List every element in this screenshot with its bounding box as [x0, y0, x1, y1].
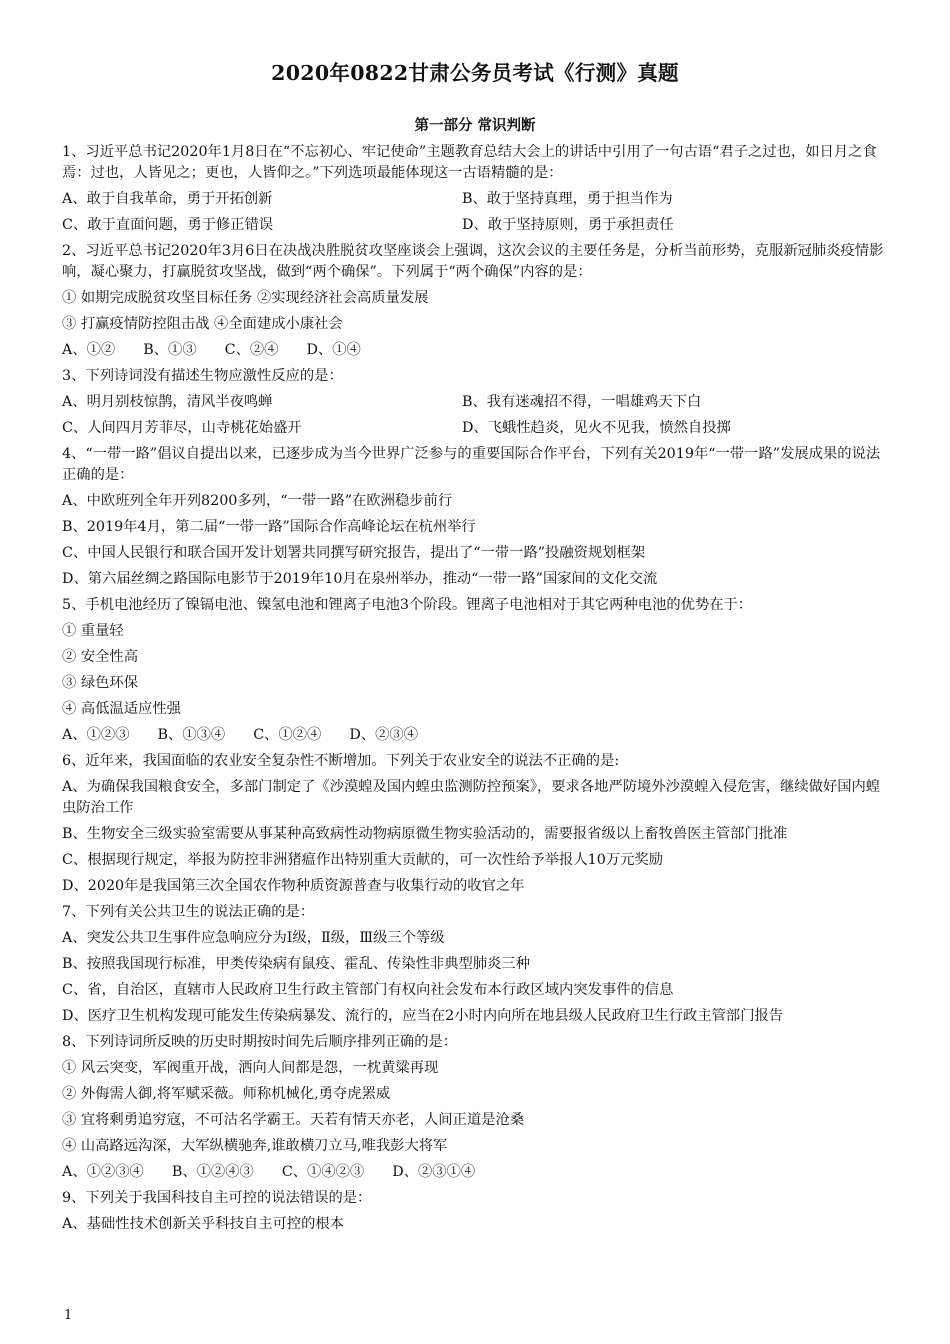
option-d: D、第六届丝绸之路国际电影节于2019年10月在泉州举办，推动“一带一路”国家间的文化交流	[62, 571, 658, 587]
option-b: B、①③	[143, 342, 197, 358]
option-b: B、①③④	[157, 727, 226, 743]
question-stem: 9、下列关于我国科技自主可控的说法错误的是：	[62, 1190, 372, 1206]
option-row	[62, 340, 884, 361]
option-d: D、飞蛾性趋炎，见火不见我，愤然自投掷	[462, 420, 731, 436]
option-a: A、突发公共卫生事件应急响应分为Ⅰ级，Ⅱ级，Ⅲ级三个等级	[62, 930, 445, 946]
option-a: A、①②③④	[62, 1164, 144, 1180]
option-c: C、①④②③	[281, 1164, 365, 1180]
question-stem: 5、手机电池经历了镍镉电池、镍氢电池和锂离子电池3个阶段。锂离子电池相对于其它两种电池的优势在于：	[62, 597, 753, 613]
option-c: C、中国人民银行和联合国开发计划署共同撰写研究报告，提出了“一带一路”投融资规划框架	[62, 545, 646, 561]
option-row	[62, 725, 884, 746]
option-d: D、②③①④	[392, 1164, 476, 1180]
statement-line: ① 风云突变，军阀重开战，洒向人间都是怨，一枕黄粱再现	[62, 1060, 439, 1076]
option-row	[62, 1162, 884, 1183]
statement-line: ③ 绿色环保	[62, 675, 139, 691]
option-row	[62, 392, 884, 413]
question-stem: 8、下列诗词所反映的历史时期按时间先后顺序排列正确的是：	[62, 1034, 458, 1050]
option-a: A、①②	[62, 342, 116, 358]
option-row	[62, 418, 884, 439]
option-a: A、基础性技术创新关乎科技自主可控的根本	[62, 1216, 344, 1232]
option-a: A、①②③	[62, 727, 130, 743]
option-c: C、①②④	[253, 727, 322, 743]
question-stem: 3、下列诗词没有描述生物应激性反应的是：	[62, 368, 343, 384]
statement-line: ③ 宜将剩勇追穷寇，不可沽名学霸王。天若有情天亦老，人间正道是沧桑	[62, 1112, 525, 1128]
option-c: C、省，自治区，直辖市人民政府卫生行政主管部门有权向社会发布本行政区域内突发事件的信息	[62, 982, 674, 998]
option-d: D、①④	[306, 342, 361, 358]
page-number: 1	[64, 1308, 73, 1323]
option-d: D、2020年是我国第三次全国农作物种质资源普查与收集行动的收官之年	[62, 878, 525, 894]
question-stem: 2、习近平总书记2020年3月6日在决战决胜脱贫攻坚座谈会上强调，这次会议的主要任务是，分析当前形势，克服新冠肺炎疫情影响，凝心聚力，打赢脱贫攻坚战，做到“两个确保”。下列属于“两个确保”内容的是：	[62, 243, 884, 280]
question-stem: 4、“一带一路”倡议自提出以来，已逐步成为当今世界广泛参与的重要国际合作平台，下列有关2019年“一带一路”发展成果的说法正确的是：	[62, 446, 881, 483]
question-stem: 7、下列有关公共卫生的说法正确的是：	[62, 904, 315, 920]
option-b: B、我有迷魂招不得，一唱雄鸡天下白	[462, 394, 702, 410]
option-a: A、中欧班列全年开列8200多列，“一带一路”在欧洲稳步前行	[62, 493, 453, 509]
section-heading: 第一部分 常识判断	[414, 117, 536, 134]
option-b: B、生物安全三级实验室需要从事某种高致病性动物病原微生物实验活动的，需要报省级以上畜牧兽医主管部门批准	[62, 826, 788, 842]
statement-line: ② 外侮需人御,将军赋采薇。师称机械化,勇夺虎罴威	[62, 1086, 391, 1102]
question-stem: 6、近年来，我国面临的农业安全复杂性不断增加。下列关于农业安全的说法不正确的是:	[62, 753, 620, 769]
option-c: C、根据现行规定，举报为防控非洲猪瘟作出特别重大贡献的，可一次性给予举报人10万元奖励	[62, 852, 664, 868]
question-stem: 1、习近平总书记2020年1月8日在“不忘初心、牢记使命”主题教育总结大会上的讲话中引用了一句古语“君子之过也，如日月之食焉：过也，人皆见之；更也，人皆仰之。”下列选项最能体现这一古语精髓的是：	[62, 144, 877, 181]
document-title: 2020年0822甘肃公务员考试《行测》真题	[271, 61, 679, 85]
option-a: A、为确保我国粮食安全，多部门制定了《沙漠蝗及国内蝗虫监测防控预案》，要求各地严防境外沙漠蝗入侵危害，继续做好国内蝗虫防治工作	[62, 779, 881, 816]
statement-line: ② 安全性高	[62, 649, 139, 665]
question-list	[62, 142, 884, 1240]
statement-line: ① 如期完成脱贫攻坚目标任务 ②实现经济社会高质量发展	[62, 290, 429, 306]
statement-line: ③ 打赢疫情防控阻击战 ④全面建成小康社会	[62, 316, 343, 332]
option-row	[62, 189, 884, 210]
option-d: D、敢于坚持原则，勇于承担责任	[462, 217, 674, 233]
option-b: B、按照我国现行标准，甲类传染病有鼠疫、霍乱、传染性非典型肺炎三种	[62, 956, 531, 972]
option-b: B、①②④③	[171, 1164, 254, 1180]
option-d: D、医疗卫生机构发现可能发生传染病暴发、流行的，应当在2小时内向所在地县级人民政府卫生行政主管部门报告	[62, 1008, 784, 1024]
option-a: A、明月别枝惊鹊，清风半夜鸣蝉	[62, 394, 273, 410]
option-row	[62, 215, 884, 236]
statement-line: ④ 高低温适应性强	[62, 701, 181, 717]
option-c: C、人间四月芳菲尽，山寺桃花始盛开	[62, 420, 302, 436]
option-c: C、②④	[224, 342, 279, 358]
option-c: C、敢于直面问题，勇于修正错误	[62, 217, 274, 233]
option-b: B、敢于坚持真理，勇于担当作为	[462, 191, 673, 207]
option-d: D、②③④	[349, 727, 419, 743]
statement-line: ① 重量轻	[62, 623, 124, 639]
statement-line: ④ 山高路远沟深，大军纵横驰奔,谁敢横刀立马,唯我彭大将军	[62, 1138, 448, 1154]
option-b: B、2019年4月，第二届“一带一路”国际合作高峰论坛在杭州举行	[62, 519, 476, 535]
option-a: A、敢于自我革命，勇于开拓创新	[62, 191, 273, 207]
